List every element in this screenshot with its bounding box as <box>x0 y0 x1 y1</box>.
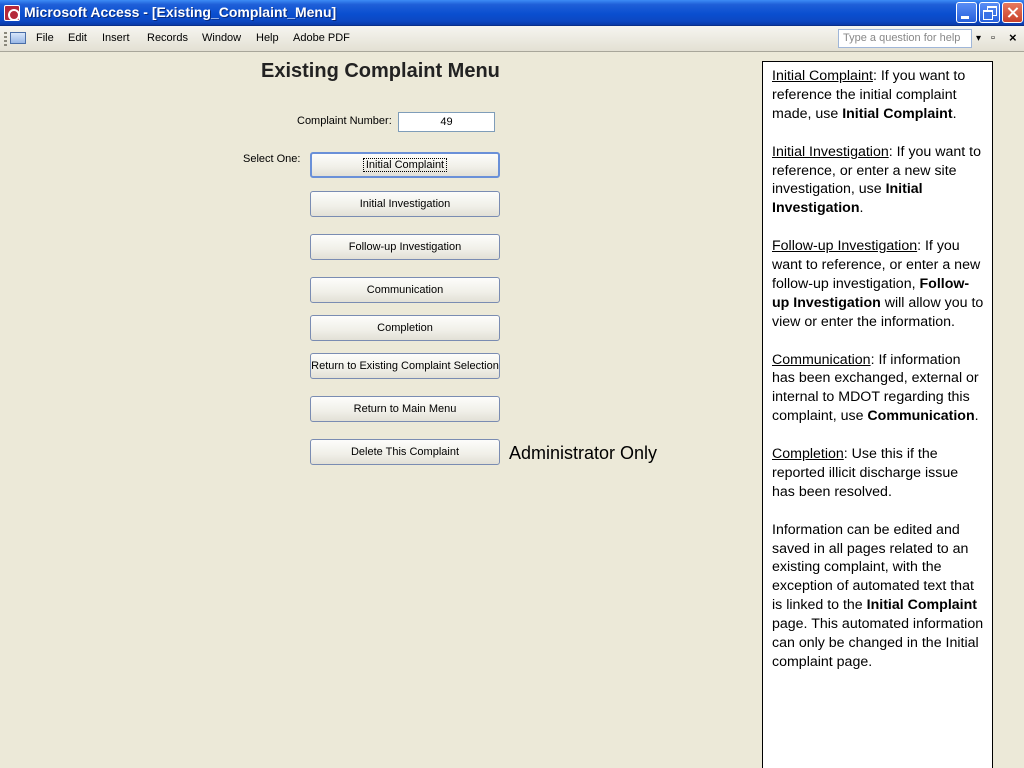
menu-file[interactable]: File <box>36 32 54 44</box>
access-app-icon[interactable] <box>4 5 20 21</box>
title-bar <box>0 0 1024 26</box>
help-communication: Communication: If information has been exchanged, external or internal to MDOT regarding this complaint, use Communication. <box>772 351 979 425</box>
followup-investigation-button[interactable]: Follow-up Investigation <box>310 234 500 260</box>
close-button[interactable] <box>1002 2 1023 23</box>
document-close-icon[interactable]: × <box>1009 30 1017 45</box>
delete-complaint-button[interactable]: Delete This Complaint <box>310 439 500 465</box>
help-search-input[interactable]: Type a question for help <box>838 29 972 48</box>
initial-complaint-button[interactable] <box>310 152 500 178</box>
menu-edit[interactable]: Edit <box>68 32 87 44</box>
help-dropdown-arrow-icon[interactable]: ▾ <box>976 33 982 44</box>
form-title: Existing Complaint Menu <box>261 60 500 82</box>
initial-investigation-button[interactable]: Initial Investigation <box>310 191 500 217</box>
menu-window[interactable]: Window <box>202 32 242 44</box>
form-icon[interactable] <box>10 32 26 44</box>
document-restore-icon[interactable]: ▫ <box>991 32 995 44</box>
menu-insert[interactable]: Insert <box>102 32 130 44</box>
minimize-button[interactable] <box>956 2 977 23</box>
return-to-main-menu-button[interactable]: Return to Main Menu <box>310 396 500 422</box>
toolbar-grip[interactable] <box>4 32 7 46</box>
help-completion: Completion: Use this if the reported illicit discharge issue has been resolved. <box>772 446 959 500</box>
initial-complaint-button-label: Initial Complaint <box>365 159 445 171</box>
complaint-number-field[interactable]: 49 <box>398 112 495 132</box>
communication-button[interactable]: Communication <box>310 277 500 303</box>
complaint-number-label: Complaint Number: <box>297 115 392 127</box>
completion-button[interactable]: Completion <box>310 315 500 341</box>
menu-records[interactable]: Records <box>147 32 188 44</box>
menu-adobe-pdf[interactable]: Adobe PDF <box>293 32 350 44</box>
help-info: Information can be edited and saved in all pages related to an existing complaint, with the exception of automated text that is linked to the Initial Complaint page. This automated information can only be changed in the Initial complaint page. <box>772 521 984 671</box>
window-title: Microsoft Access - [Existing_Complaint_Menu] <box>24 4 337 20</box>
help-initial-complaint: Initial Complaint: If you want to reference the initial complaint made, use Initial Complaint. <box>772 68 966 122</box>
help-panel <box>762 61 993 768</box>
administrator-only-note: Administrator Only <box>509 443 658 463</box>
help-initial-investigation: Initial Investigation: If you want to reference, or enter a new site investigation, use Initial Investigation. <box>772 143 982 217</box>
menu-help[interactable]: Help <box>256 32 279 44</box>
return-to-existing-complaint-selection-button[interactable]: Return to Existing Complaint Selection <box>310 353 500 379</box>
restore-button[interactable] <box>979 2 1000 23</box>
help-followup-investigation: Follow-up Investigation: If you want to reference, or enter a new follow-up investigation, Follow-up Investigation will allow you to view or enter the information. <box>772 238 984 330</box>
select-one-label: Select One: <box>243 153 301 165</box>
